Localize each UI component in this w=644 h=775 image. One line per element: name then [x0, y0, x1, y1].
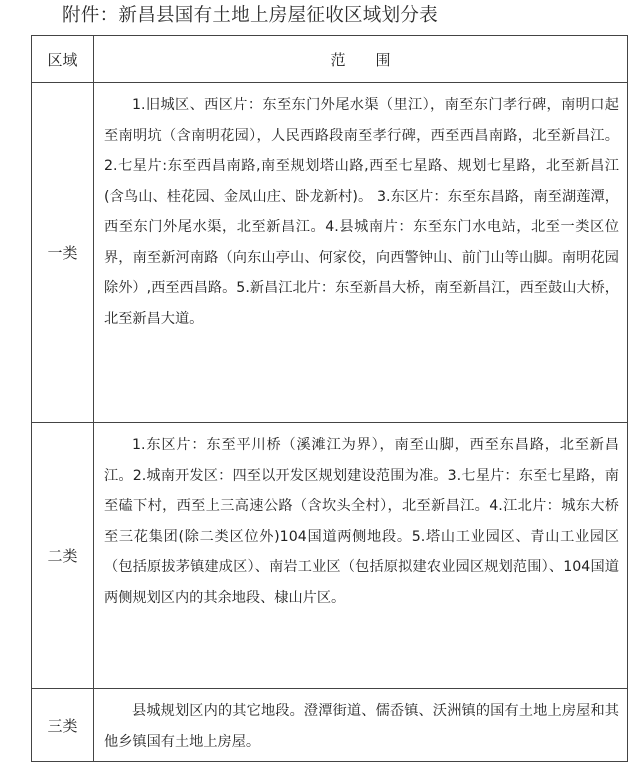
table-row [32, 423, 628, 689]
header-scope: 范围 [94, 36, 628, 83]
header-region: 区域 [32, 36, 94, 83]
table-row [32, 689, 628, 762]
document-title: 附件：新昌县国有土地上房屋征收区域划分表 [62, 5, 439, 26]
table-row [32, 83, 628, 423]
region-cell: 二类 [32, 423, 94, 689]
scope-cell: 1.旧城区、西区片：东至东门外尾水渠（里江），南至东门孝行碑，南明口起至南明坑（含南明花园），人民西路段南至孝行碑，西至西昌南路，北至新昌江。2.七星片:东至西昌南路,南至规划塔山路,西至七星路、规划七星路，北至新昌江(含鸟山、桂花园、金凤山庄、卧龙新村)。 3.东区片：东至东昌路，南至湖莲潭，西至东门外尾水渠，北至新昌江。4.县城南片：东至东门水电站，北至一类区位界，南至新河南路（向东山亭山、何家佼，向西警钟山、前门山等山脚。南明花园除外）,西至西昌路。5.新昌江北片：东至新昌大桥，南至新昌江，西至鼓山大桥，北至新昌大道。 [94, 83, 628, 423]
scope-cell: 县城规划区内的其它地段。澄潭街道、儒岙镇、沃洲镇的国有土地上房屋和其他乡镇国有土地上房屋。 [94, 689, 628, 762]
scope-cell: 1.东区片：东至平川桥（溪滩江为界），南至山脚，西至东昌路，北至新昌江。2.城南开发区：四至以开发区规划建设范围为准。3.七星片：东至七星路，南至磕下村，西至上三高速公路（含坎头全村），北至新昌江。4.江北片：城东大桥至三花集团(除二类区位外)104国道两侧地段。5.塔山工业园区、青山工业园区（包括原拔茅镇建成区）、南岩工业区（包括原拟建农业园区规划范围）、104国道两侧规划区内的其余地段、棣山片区。 [94, 423, 628, 689]
zone-division-table [31, 35, 628, 762]
region-cell: 三类 [32, 689, 94, 762]
table-header-row [32, 36, 628, 83]
region-cell: 一类 [32, 83, 94, 423]
